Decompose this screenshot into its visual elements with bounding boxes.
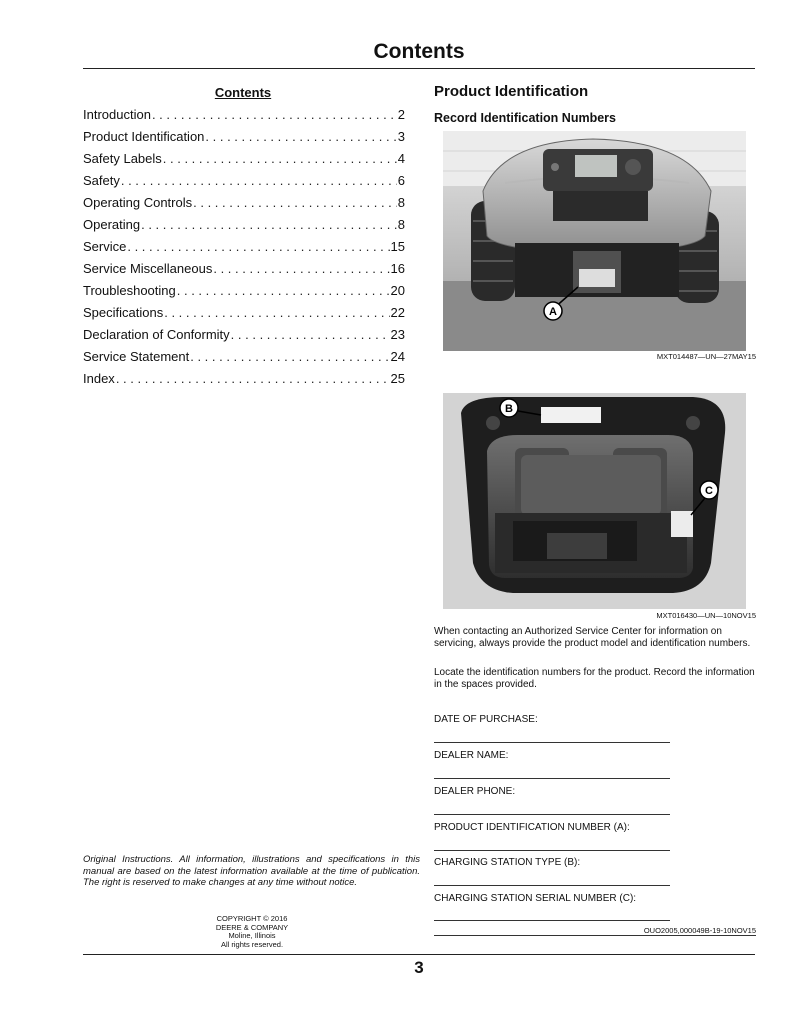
charging-station-type-label: CHARGING STATION TYPE (B): (434, 857, 581, 868)
copyright-block (152, 915, 352, 949)
table-of-contents (83, 104, 405, 390)
toc-entry[interactable] (83, 368, 405, 390)
toc-leader (190, 346, 389, 368)
toc-entry-page: 22 (390, 305, 405, 320)
toc-entry-title: Specifications (83, 305, 164, 320)
station-serial-label (671, 511, 693, 537)
toc-entry-title: Operating Controls (83, 195, 193, 210)
toc-entry-page: 3 (397, 129, 405, 144)
toc-leader (127, 236, 389, 258)
toc-entry[interactable] (83, 148, 405, 170)
toc-entry-title: Troubleshooting (83, 283, 176, 298)
toc-entry-title: Service Miscellaneous (83, 261, 213, 276)
callout-c: C (705, 485, 713, 497)
toc-entry[interactable] (83, 126, 405, 148)
toc-heading: Contents (214, 85, 272, 100)
callout-b: B (505, 403, 513, 415)
header-rule (83, 68, 755, 69)
toc-entry-title: Safety (83, 173, 120, 188)
toc-leader (116, 368, 390, 390)
page-title: Contents (373, 40, 465, 63)
toc-entry-page: 16 (390, 261, 405, 276)
section-end-rule (434, 935, 756, 936)
charging-station-photo (443, 393, 746, 609)
toc-entry[interactable] (83, 346, 405, 368)
toc-entry[interactable] (83, 324, 405, 346)
toc-entry-title: Introduction (83, 107, 151, 122)
figure2-caption: MXT016430—UN—10NOV15 (656, 611, 756, 620)
toc-leader (152, 104, 397, 126)
toc-leader (141, 214, 397, 236)
toc-entry-page: 4 (397, 151, 405, 166)
toc-entry-title: Operating (83, 217, 141, 232)
page-number: 3 (414, 958, 424, 977)
original-instructions-notice: Original Instructions. All information, illustrations and specifications in this manual are based on the latest information available at the time of publication. The right is reserved to make changes at any time without notice. (83, 854, 420, 888)
rights-line: All rights reserved. (220, 939, 284, 949)
toc-entry-title: Service Statement (83, 349, 190, 364)
toc-entry[interactable] (83, 236, 405, 258)
toc-leader (205, 126, 396, 148)
toc-entry-page: 15 (390, 239, 405, 254)
toc-leader (121, 170, 397, 192)
date-of-purchase-line[interactable] (434, 742, 670, 743)
mower-rear-photo (443, 131, 746, 351)
toc-entry[interactable] (83, 192, 405, 214)
product-id-number-line[interactable] (434, 850, 670, 851)
toc-entry-title: Safety Labels (83, 151, 162, 166)
toc-leader (193, 192, 397, 214)
dealer-name-label: DEALER NAME: (434, 750, 509, 761)
figure1-caption: MXT014487—UN—27MAY15 (656, 352, 756, 361)
dealer-phone-label: DEALER PHONE: (434, 786, 516, 797)
serial-label (579, 269, 615, 287)
toc-entry[interactable] (83, 302, 405, 324)
toc-leader (177, 280, 390, 302)
toc-entry-page: 23 (390, 327, 405, 342)
toc-entry-title: Service (83, 239, 127, 254)
toc-entry-page: 8 (397, 195, 405, 210)
product-id-number-label: PRODUCT IDENTIFICATION NUMBER (A): (434, 822, 630, 833)
toc-entry[interactable] (83, 104, 405, 126)
dealer-phone-line[interactable] (434, 814, 670, 815)
toc-entry[interactable] (83, 258, 405, 280)
date-of-purchase-label: DATE OF PURCHASE: (434, 714, 538, 725)
toc-leader (163, 148, 397, 170)
toc-entry-page: 25 (390, 371, 405, 386)
toc-entry-page: 2 (397, 107, 405, 122)
reference-code: OUO2005,000049B-19-10NOV15 (643, 926, 756, 935)
toc-entry-page: 20 (390, 283, 405, 298)
charging-station-type-line[interactable] (434, 885, 670, 886)
toc-entry-title: Declaration of Conformity (83, 327, 230, 342)
copyright-line: COPYRIGHT © 2016 (216, 914, 288, 923)
subsection-title: Record Identification Numbers (434, 111, 616, 125)
callout-a: A (549, 306, 557, 318)
toc-entry[interactable] (83, 214, 405, 236)
charging-station-serial-label: CHARGING STATION SERIAL NUMBER (C): (434, 893, 637, 904)
locate-paragraph: Locate the identification numbers for the product. Record the information in the spaces provided. (434, 667, 755, 690)
toc-entry[interactable] (83, 170, 405, 192)
service-paragraph: When contacting an Authorized Service Center for information on servicing, always provide the product model and identification numbers. (434, 626, 751, 649)
toc-entry-page: 24 (390, 349, 405, 364)
toc-entry[interactable] (83, 280, 405, 302)
station-type-label (541, 407, 601, 423)
footer-rule (83, 954, 755, 955)
section-title: Product Identification (434, 83, 589, 100)
charging-station-illustration (443, 393, 746, 609)
toc-entry-title: Product Identification (83, 129, 205, 144)
charging-station-serial-line[interactable] (434, 920, 670, 921)
toc-leader (164, 302, 389, 324)
dealer-name-line[interactable] (434, 778, 670, 779)
toc-leader (231, 324, 390, 346)
toc-entry-page: 6 (397, 173, 405, 188)
toc-entry-title: Index (83, 371, 115, 386)
company-line: DEERE & COMPANY (215, 922, 289, 932)
mower-rear-illustration (443, 131, 746, 351)
location-line: Moline, Illinois (228, 931, 276, 940)
toc-leader (213, 258, 389, 280)
toc-entry-page: 8 (397, 217, 405, 232)
